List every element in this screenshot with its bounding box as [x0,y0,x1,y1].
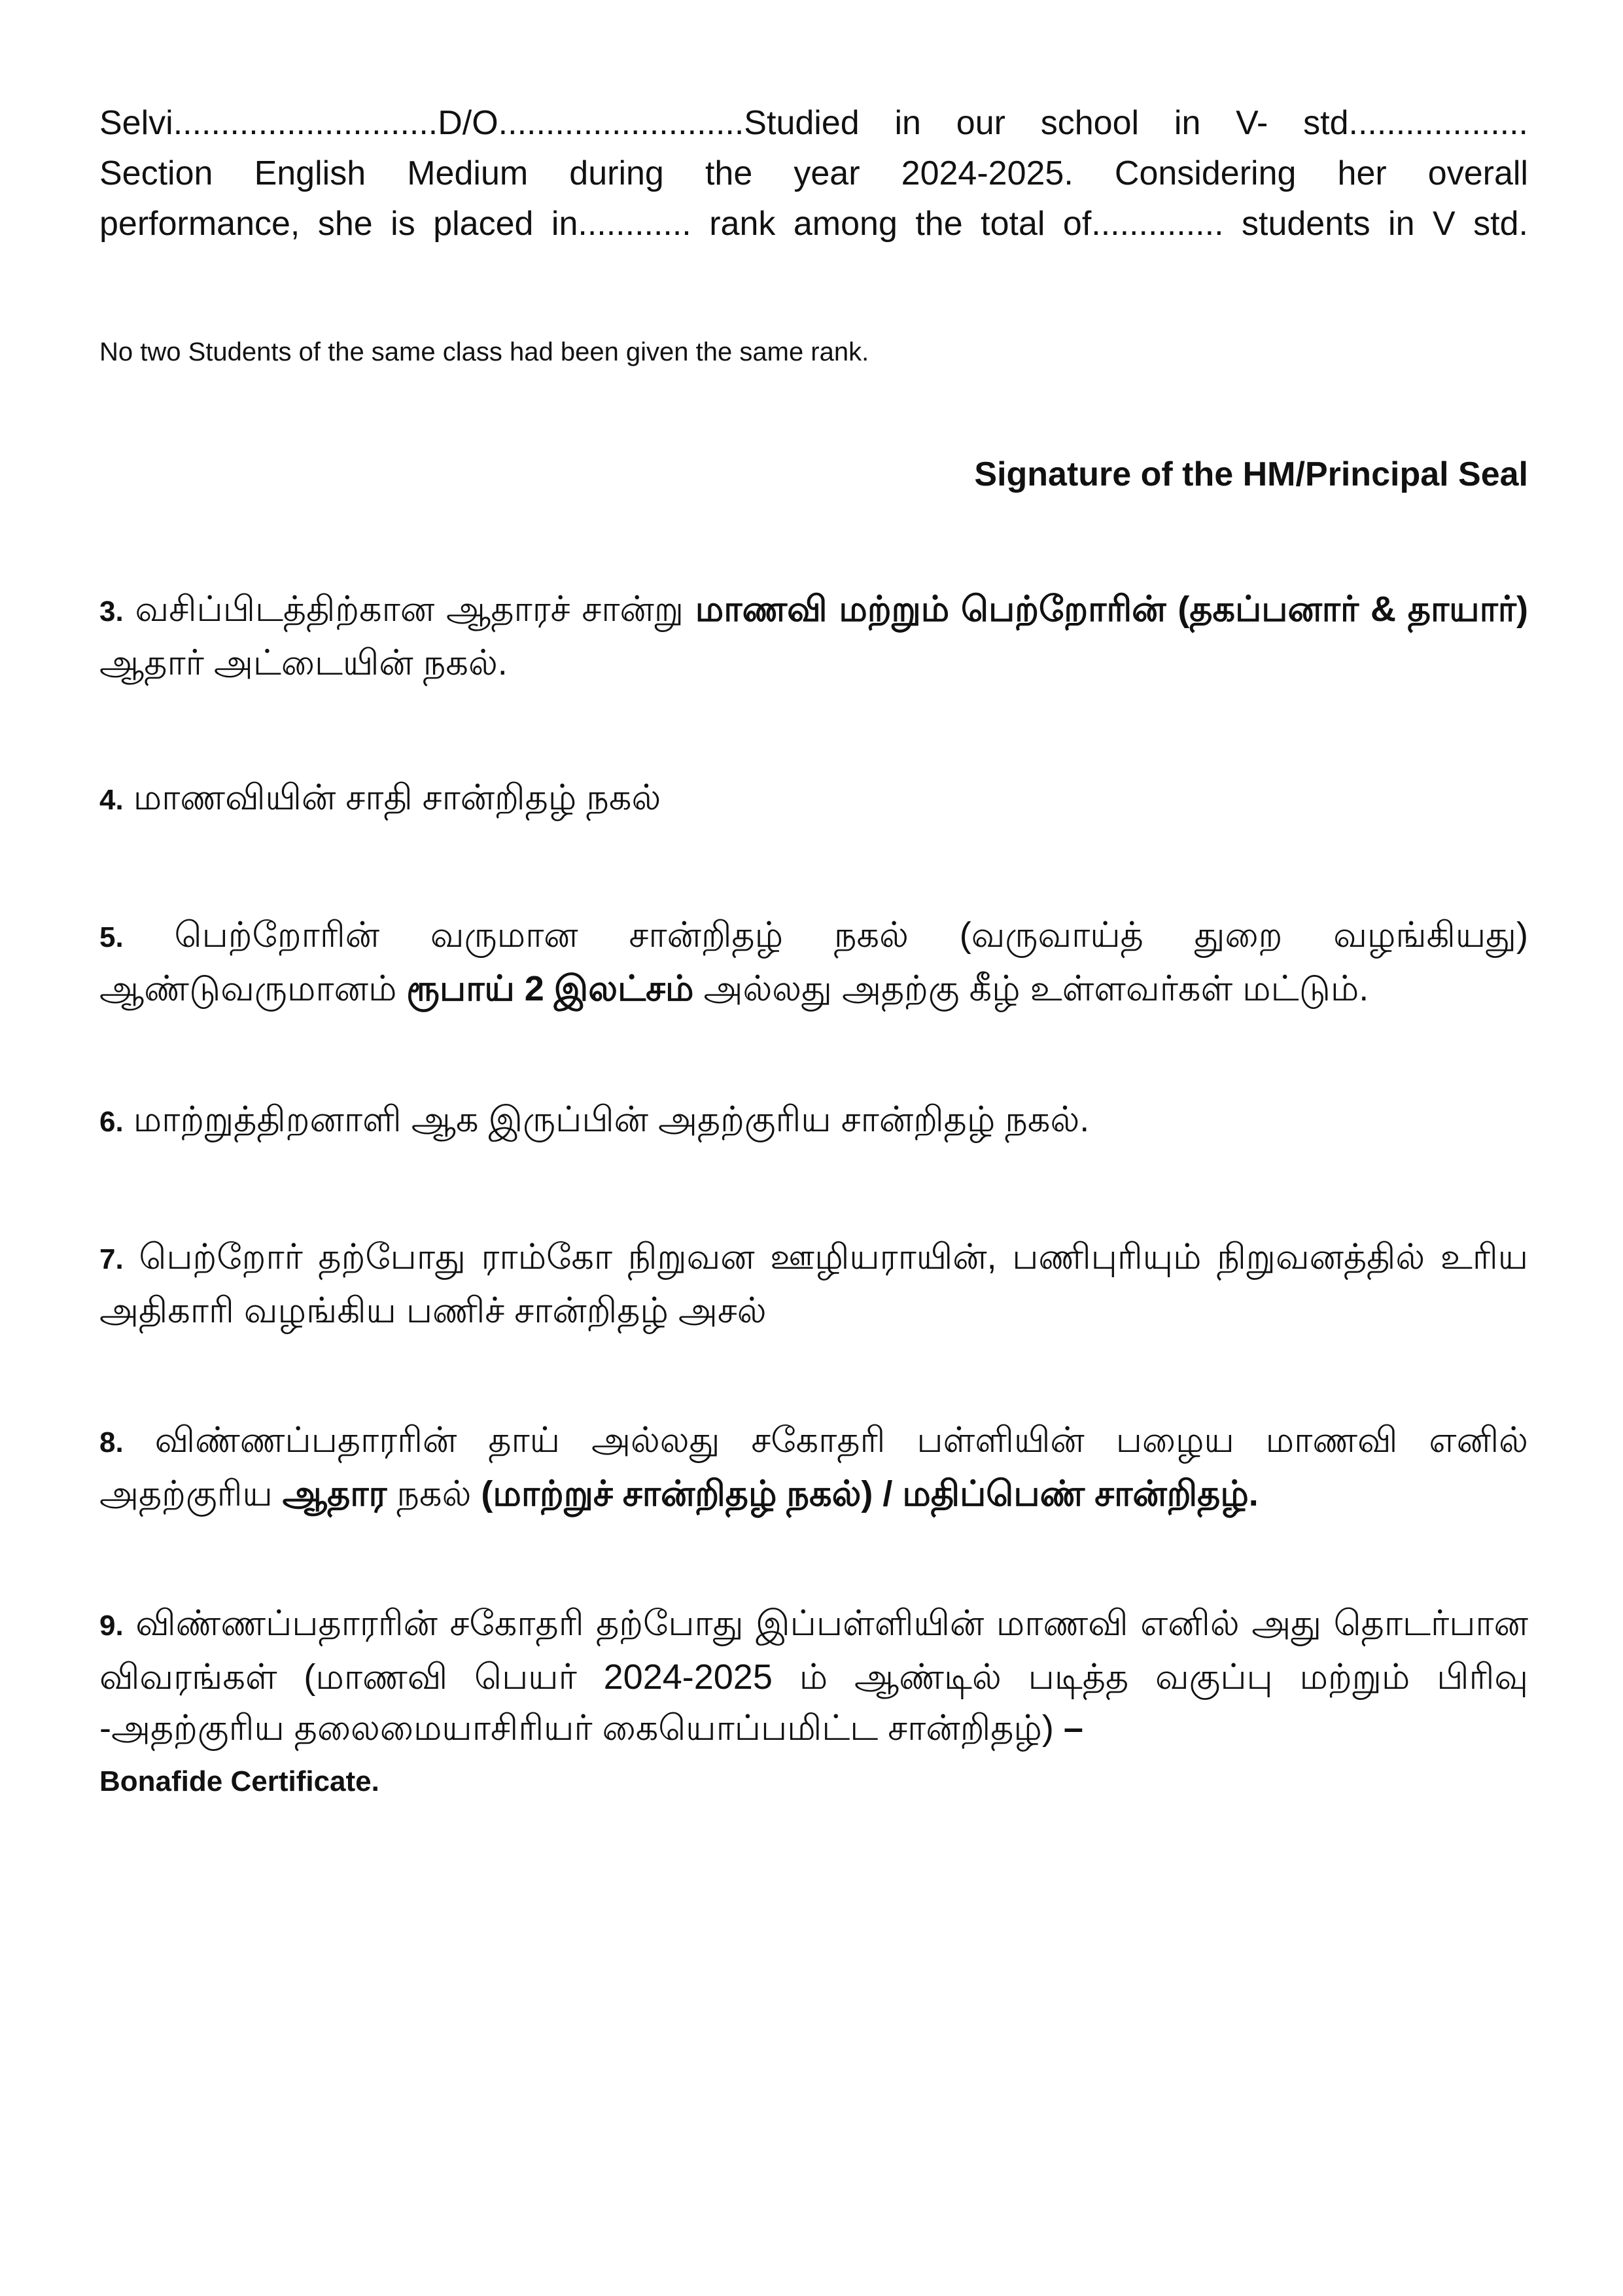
item-text: பெற்றோர் தற்போது ராம்கோ நிறுவன ஊழியராயின், பணிபுரியும் நிறுவனத்தில் உரிய அதிகாரி வழங்கிய பணிச் சான்றிதழ் அசல் [99,1237,1528,1330]
item-text: மாற்றுத்திறனாளி ஆக இருப்பின் அதற்குரிய சான்றிதழ் நகல். [133,1100,1090,1139]
requirement-item-5 [99,910,1528,1014]
bonafide-certificate-label: Bonafide Certificate. [99,1765,379,1797]
requirement-text [99,1231,1528,1336]
certificate-line-2: Section English Medium during the year 2024-2025. Considering her overall [99,154,1528,192]
item-text-continued: நகல் [387,1474,481,1513]
item-text: வசிப்பிடத்திற்கான ஆதாரச் சான்று [135,590,695,629]
requirement-item-3 [99,584,1528,688]
item-text-continued: அல்லது அதற்கு கீழ் உள்ளவர்கள் மட்டும். [693,969,1369,1008]
item-bold-text-2: (மாற்றுச் சான்றிதழ் நகல்) / மதிப்பெண் சான்றிதழ். [481,1474,1259,1513]
item-number: 5. [99,921,124,953]
item-bold-dash: – [1063,1708,1083,1748]
requirement-item-7 [99,1231,1528,1336]
certificate-line-3: performance, she is placed in............ rank among the total of.............. students in V std. [99,205,1528,243]
requirement-text [99,910,1528,1014]
item-text-continued: ஆதார் அட்டையின் நகல். [99,643,508,682]
item-bold-text: மாணவி மற்றும் பெற்றோரின் (தகப்பனார் & தாயார்) [695,590,1528,629]
item-number: 7. [99,1243,124,1275]
item-number: 9. [99,1610,124,1642]
document-page [99,98,1528,1797]
requirement-text [99,584,1528,688]
item-number: 4. [99,784,124,816]
requirement-item-4 [99,772,1528,826]
item-bold-text: ரூபாய் 2 இலட்சம் [406,969,694,1008]
rank-note: No two Students of the same class had been given the same rank. [99,338,869,366]
item-text: விண்ணப்பதாரரின் சகோதரி தற்போது இப்பள்ளியின் மாணவி எனில் அது தொடர்பான விவரங்கள் (மாணவி பெயர் 2024-2025 ம் ஆண்டில் படித்த வகுப்பு மற்றும் பிரிவு -அதற்குரிய தலைமையாசிரியர் கையொப்பமிட்ட சான்றிதழ்) [99,1604,1528,1748]
certificate-line-1: Selvi............................D/O..........................Studied in our school in V- std................... [99,104,1528,142]
requirement-item-9 [99,1598,1528,1807]
item-number: 6. [99,1106,124,1138]
requirement-text [99,772,1528,826]
item-text: விண்ணப்பதாரரின் தாய் அல்லது சகோதரி பள்ளியின் பழைய மாணவி எனில் அதற்குரிய [99,1421,1528,1513]
item-number: 8. [99,1426,124,1458]
requirement-text [99,1415,1528,1519]
item-text: பெற்றோரின் வருமான சான்றிதழ் நகல் (வருவாய்த் துறை வழங்கியது) ஆண்டுவருமானம் [99,915,1528,1008]
item-text: மாணவியின் சாதி சான்றிதழ் நகல் [133,778,661,817]
requirement-text [99,1094,1528,1148]
requirement-text [99,1598,1528,1807]
item-bold-text: ஆதார [282,1474,387,1513]
requirement-item-6 [99,1094,1528,1148]
requirement-item-8 [99,1415,1528,1519]
rank-certificate-text [99,98,1528,249]
item-number: 3. [99,595,124,627]
signature-label: Signature of the HM/Principal Seal [974,455,1528,493]
